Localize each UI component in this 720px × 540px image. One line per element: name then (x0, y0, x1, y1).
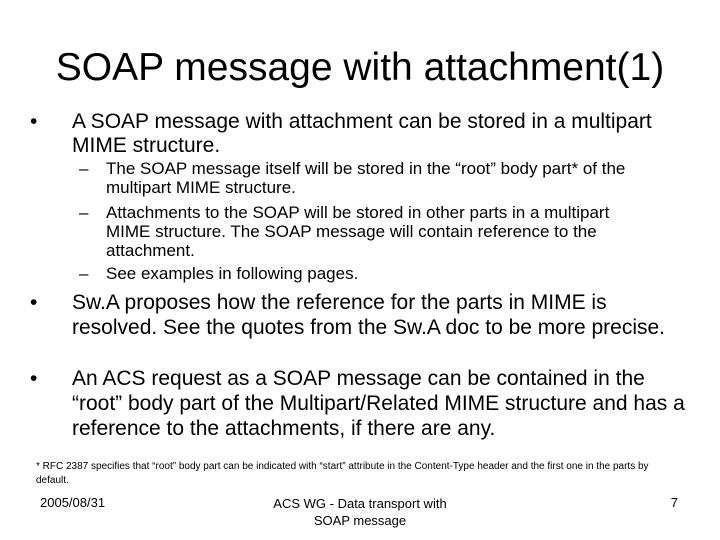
footer-date: 2005/08/31 (40, 495, 106, 510)
sub-bullet-text: The SOAP message itself will be stored in the “root” body part* of the multipart MIME structure. (106, 159, 626, 197)
footnote: * RFC 2387 specifies that “root” body part can be indicated with “start” attribute in the Content-Type header and the first one in the parts by default. (36, 461, 649, 486)
page-number: 7 (670, 495, 678, 510)
bullet-text: A SOAP message with attachment can be stored in a multipart MIME structure. (72, 110, 652, 157)
footer-title: ACS WG - Data transport with SOAP message (273, 496, 447, 528)
bullet-item (30, 366, 690, 441)
dash-marker: – (79, 264, 89, 283)
bullet-marker: • (30, 367, 38, 390)
bullet-marker: • (30, 110, 38, 133)
sub-bullet-item (79, 264, 639, 283)
slide-title: SOAP message with attachment(1) (55, 46, 665, 89)
bullet-item (30, 290, 690, 340)
bullet-text: An ACS request as a SOAP message can be contained in the “root” body part of the Multipart/Related MIME structure and has a reference to the attachments, if there are any. (72, 367, 685, 440)
sub-bullet-item (79, 203, 639, 260)
dash-marker: – (79, 203, 89, 222)
sub-bullet-text: Attachments to the SOAP will be stored in other parts in a multipart MIME structure. The SOAP message will contain reference to the attachment. (106, 203, 610, 260)
bullet-marker: • (30, 291, 38, 314)
dash-marker: – (79, 159, 89, 178)
bullet-text: Sw.A proposes how the reference for the parts in MIME is resolved. See the quotes from the Sw.A doc to be more precise. (72, 291, 665, 339)
sub-bullet-text: See examples in following pages. (106, 264, 359, 283)
bullet-item (30, 110, 690, 158)
sub-bullet-item (79, 159, 639, 197)
